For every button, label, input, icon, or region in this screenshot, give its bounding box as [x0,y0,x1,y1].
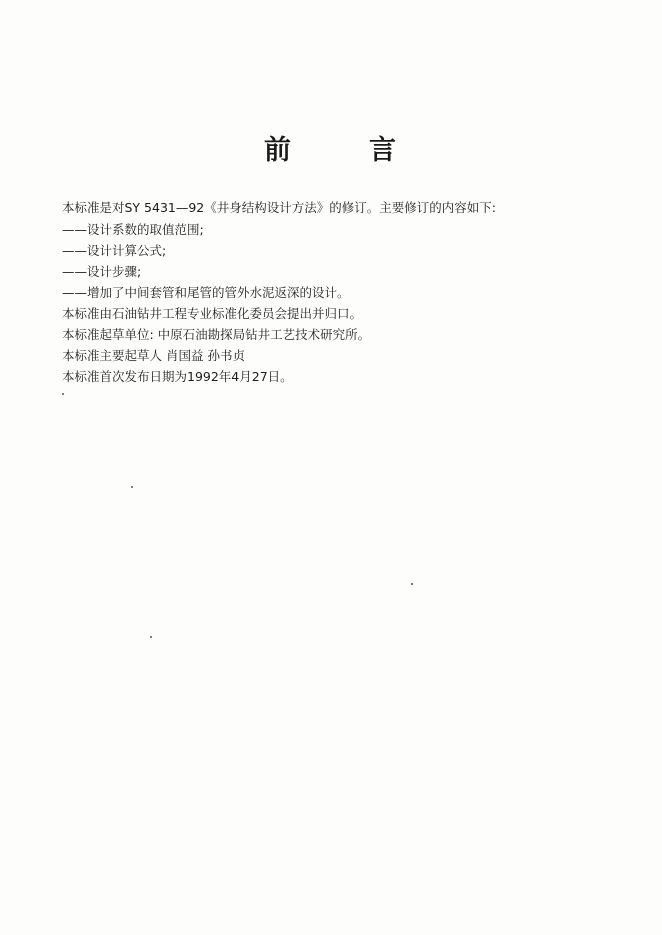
drafters-line: 本标准主要起草人 肖国益 孙书贞 [62,348,245,363]
title-char-1: 前 [264,135,291,166]
revision-item-2: ——设计计算公式; [62,243,167,258]
title-char-2: 言 [369,135,396,166]
scan-speck [411,583,413,585]
revision-item-1: ——设计系数的取值范围; [62,222,204,237]
revision-item-3: ——设计步骤; [62,264,142,279]
scan-speck [150,636,152,638]
first-release-line: 本标准首次发布日期为1992年4月27日。 [62,369,293,384]
foreword-intro-line: 本标准是对SY 5431—92《井身结构设计方法》的修订。主要修订的内容如下: [62,200,496,215]
page-title [0,128,662,168]
drafting-unit-line: 本标准起草单位: 中原石油勘探局钻井工艺技术研究所。 [62,327,371,342]
revision-item-4: ——增加了中间套管和尾管的管外水泥返深的设计。 [62,285,350,300]
proposer-line: 本标准由石油钻井工程专业标准化委员会提出并归口。 [62,306,363,321]
scan-speck [62,393,64,395]
scan-speck [131,486,133,488]
